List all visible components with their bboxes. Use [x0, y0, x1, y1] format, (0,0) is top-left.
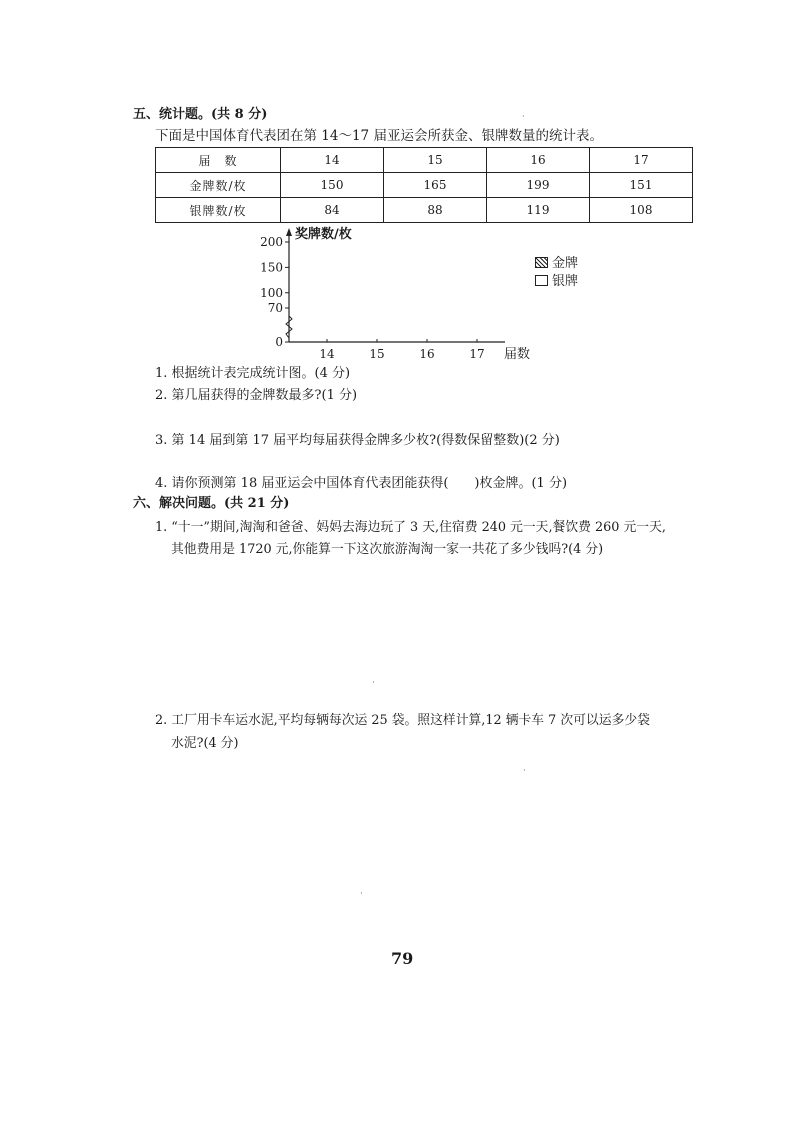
y-tick-label: 200 [260, 235, 283, 249]
x-tick-label: 17 [469, 347, 485, 361]
table-cell-session: 16 [487, 148, 590, 173]
table-cell-session: 15 [384, 148, 487, 173]
x-tick-label: 14 [319, 347, 335, 361]
legend-label-gold: 金牌 [552, 256, 579, 271]
scan-speck: · [522, 112, 525, 122]
table-cell-gold: 150 [281, 173, 384, 198]
section-6-heading: 六、解决问题。(共 21 分) [133, 496, 290, 511]
table-row [156, 148, 693, 173]
question-6-1-line-2: 其他费用是 1720 元,你能算一下这次旅游淘淘一家一共花了多少钱吗?(4 分) [171, 542, 604, 557]
scan-speck: · [372, 678, 375, 688]
legend-label-silver: 银牌 [552, 274, 579, 289]
table-cell-silver: 88 [384, 198, 487, 223]
question-5-1: 1. 根据统计表完成统计图。(4 分) [155, 366, 351, 381]
table-cell-silver: 84 [281, 198, 384, 223]
table-cell-gold: 151 [590, 173, 693, 198]
scan-speck: · [523, 766, 526, 776]
table-cell-session: 17 [590, 148, 693, 173]
x-axis-title: 届数 [503, 347, 531, 362]
medal-bar-chart [255, 224, 555, 364]
table-row [156, 173, 693, 198]
table-row-label-gold: 金牌数/枚 [156, 173, 281, 198]
y-axis-arrow-icon [286, 228, 292, 236]
y-tick-label: 100 [260, 285, 283, 300]
question-6-2-line-1: 2. 工厂用卡车运水泥,平均每辆每次运 25 袋。照这样计算,12 辆卡车 7 次可以运多少袋 [155, 713, 650, 728]
question-6-1-line-1: 1. “十一”期间,淘淘和爸爸、妈妈去海边玩了 3 天,住宿费 240 元一天,餐饮费 260 元一天, [155, 520, 666, 535]
medal-statistics-table [155, 147, 693, 223]
table-row-label-silver: 银牌数/枚 [156, 198, 281, 223]
y-tick-label: 0 [275, 335, 283, 349]
question-5-3: 3. 第 14 届到第 17 届平均每届获得金牌多少枚?(得数保留整数)(2 分) [155, 433, 560, 448]
table-row [156, 198, 693, 223]
table-cell-silver: 108 [590, 198, 693, 223]
y-axis-title: 奖牌数/枚 [295, 227, 352, 242]
section-5-intro: 下面是中国体育代表团在第 14～17 届亚运会所获金、银牌数量的统计表。 [155, 128, 603, 144]
y-tick-label: 70 [267, 301, 283, 315]
section-5-heading: 五、统计题。(共 8 分) [133, 107, 268, 122]
legend-item-gold [535, 256, 578, 272]
empty-swatch-icon [535, 275, 548, 286]
x-tick-label: 16 [419, 347, 435, 361]
x-tick-label: 15 [369, 347, 385, 361]
table-cell-silver: 119 [487, 198, 590, 223]
question-5-2: 2. 第几届获得的金牌数最多?(1 分) [155, 388, 358, 403]
hatched-swatch-icon [535, 257, 548, 268]
scan-speck: · [360, 889, 363, 899]
y-tick-label: 150 [260, 260, 283, 275]
table-cell-gold: 199 [487, 173, 590, 198]
table-cell-session: 14 [281, 148, 384, 173]
question-6-2-line-2: 水泥?(4 分) [171, 736, 239, 751]
table-header-label: 届 数 [156, 148, 281, 173]
question-5-4: 4. 请你预测第 18 届亚运会中国体育代表团能获得( )枚金牌。(1 分) [155, 476, 568, 491]
table-cell-gold: 165 [384, 173, 487, 198]
legend-item-silver [535, 274, 578, 290]
page-number: 79 [391, 949, 414, 968]
